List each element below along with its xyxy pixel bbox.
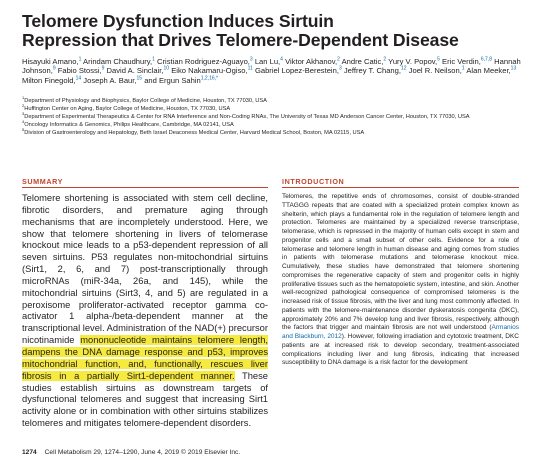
author-affiliation-marker: 1 bbox=[461, 65, 465, 72]
author-name[interactable]: Jeffrey T. Chang, bbox=[343, 66, 401, 76]
summary-text-end: These studies establish sirtuins as downstream targets of dysfunctional telomeres and suggest that increasing Sirt1 activity alone or in combination with other sirtuins stabilizes telomeres and mitigates telomere-dependent disorders. bbox=[22, 370, 268, 429]
author-name[interactable]: Cristian Rodriguez-Aguayo, bbox=[157, 57, 250, 66]
author-name[interactable]: Arindam Chaudhury, bbox=[83, 57, 153, 66]
affiliation-text: Division of Gastroenterology and Hepatology, Beth Israel Deaconess Medical Center, Harvard Medical School, Boston, MA 02115, USA bbox=[24, 130, 365, 136]
affiliation-marker: 4 bbox=[22, 119, 25, 125]
affiliation-list bbox=[22, 97, 522, 137]
introduction-text: Telomeres, the repetitive ends of chromosomes, consist of double-stranded TTAGGG repeats that are coated with a specialized protein complex known as shelterin, which plays a fundamental role in the regulation of telomere length and protection. Telomeres are maintained by a specialized reverse transcriptase, telomerase, which is repressed in the majority of human cells except in stem and progenitor cells and a small subset of other cells. Evidence for a role of telomerase and telomere length in human disease and aging comes from studies in patients with telomerase mutations and telomerase knockout mice. Cumulatively, these studies have demonstrated that telomere shortening compromises the regenerative capacity of stem and progenitor cells in highly proliferative tissues such as the hematopoietic system, intestine, and skin. Another well-recognized pathological consequence of compromised telomeres is the increased risk of tissue fibrosis, with the liver and lung most commonly affected. In patients with the telomere-maintenance disorder dyskeratosis congenita (DKC), approximately 20% and 7% develop lung and liver fibrosis, respectively, although the factors that trigger and maintain fibrosis are not well understood ( bbox=[282, 193, 520, 332]
summary-highlighted-text: mononucleotide maintains telomere length, dampens the DNA damage response and p53, improves mitochondrial function, and, functionally, rescues liver fibrosis in a partially Sirt1-dependent manner. bbox=[22, 335, 268, 381]
author-affiliation-marker: 11 bbox=[247, 65, 253, 72]
citation-link[interactable]: Armanios and Blackburn, 2012 bbox=[282, 324, 519, 340]
affiliation-text: Huffington Center on Aging, Baylor College of Medicine, Houston, TX 77030, USA bbox=[24, 106, 231, 112]
summary-rule bbox=[22, 187, 268, 188]
author-name[interactable]: Gabriel Lopez-Berestein, bbox=[254, 66, 339, 76]
affiliation-item bbox=[22, 105, 522, 113]
author-affiliation-marker: 9 bbox=[52, 65, 56, 72]
author-name[interactable]: and Ergun Sahin bbox=[144, 75, 201, 85]
author-list bbox=[22, 57, 522, 85]
author-name[interactable]: Joel R. Neilson, bbox=[408, 66, 462, 76]
author-name[interactable]: Eric Verdin, bbox=[442, 57, 481, 66]
affiliation-marker: 2 bbox=[22, 103, 25, 109]
author-name[interactable]: Hisayuki Amano, bbox=[22, 57, 79, 66]
author-name[interactable]: David A. Sinclair, bbox=[106, 66, 164, 76]
author-affiliation-marker: 5 bbox=[437, 56, 440, 63]
author-affiliation-marker: 10 bbox=[163, 65, 170, 72]
author-affiliation-marker: 1 bbox=[78, 56, 82, 63]
page-number: 1274 bbox=[22, 449, 37, 456]
introduction-heading: INTRODUCTION bbox=[282, 177, 345, 186]
affiliation-item bbox=[22, 129, 522, 137]
introduction-rule bbox=[282, 187, 519, 188]
author-affiliation-marker: 13 bbox=[510, 65, 517, 72]
affiliation-text: Department of Physiology and Biophysics, Baylor College of Medicine, Houston, TX 77030, USA bbox=[24, 98, 267, 104]
author-affiliation-marker: 1,2,16,* bbox=[200, 75, 219, 82]
affiliation-marker: 1 bbox=[22, 95, 25, 101]
author-affiliation-marker: 4 bbox=[280, 56, 283, 63]
article-title bbox=[22, 12, 522, 50]
author-affiliation-marker: 3 bbox=[338, 65, 342, 72]
author-affiliation-marker: 14 bbox=[75, 75, 82, 82]
affiliation-item bbox=[22, 113, 522, 121]
affiliation-item bbox=[22, 97, 522, 105]
author-affiliation-marker: 1 bbox=[152, 56, 155, 63]
author-affiliation-marker: 15 bbox=[136, 75, 143, 82]
author-affiliation-marker: 3 bbox=[249, 56, 253, 63]
author-name[interactable]: Joseph A. Baur, bbox=[83, 75, 137, 85]
author-name[interactable]: Yury V. Popov, bbox=[388, 57, 438, 66]
affiliation-marker: 3 bbox=[22, 111, 25, 117]
author-affiliation-marker: 2 bbox=[337, 56, 340, 63]
summary-heading: SUMMARY bbox=[22, 177, 64, 186]
author-name[interactable]: Lan Lu, bbox=[254, 57, 281, 66]
author-affiliation-marker: 2 bbox=[383, 56, 387, 63]
introduction-text-end: ). However, following irradiation and cytotoxic treatment, DKC patients are at increased risk to develop secondary, treatment-associated complications including liver and lung fibrosis, indicating that increased susceptibility to DNA damage is a risk factor for the development bbox=[282, 333, 519, 367]
title-line-2: Repression that Drives Telomere-Dependent Disease bbox=[22, 30, 459, 50]
author-name[interactable]: Alan Meeker, bbox=[466, 66, 511, 76]
author-affiliation-marker: 9 bbox=[101, 65, 105, 72]
page-footer bbox=[22, 449, 422, 456]
affiliation-text: Oncology Informatics & Genomics, Philips Healthcare, Cambridge, MA 02141, USA bbox=[24, 122, 234, 128]
summary-body bbox=[22, 193, 268, 430]
author-affiliation-marker: 12 bbox=[400, 65, 407, 72]
author-name[interactable]: Fabio Stossi, bbox=[57, 66, 102, 76]
author-name[interactable]: Andre Catic, bbox=[341, 57, 384, 66]
affiliation-item bbox=[22, 121, 522, 129]
summary-text: Telomere shortening is associated with stem cell decline, fibrotic disorders, and premature aging through mechanisms that are incompletely understood. Here, we show that telomere shortening in livers of telomerase knockout mice leads to a p53-dependent repression of all seven sirtuins. P53 regulates non-mitochondrial sirtuins (Sirt1, 2, 6, and 7) post-transcriptionally through microRNAs (miR-34a, 26a, and 145), while the mitochondrial sirtuins (Sirt3, 4, and 5) are regulated in a peroxisome proliferator-activated receptor gamma co-activator 1 alpha-/beta-dependent manner at the transcriptional level. Administration of the NAD(+) precursor nicotinamide bbox=[22, 193, 268, 346]
title-line-1: Telomere Dysfunction Induces Sirtuin bbox=[22, 11, 334, 31]
author-name[interactable]: Hannah Johnson, bbox=[22, 57, 521, 76]
author-name[interactable]: Milton Finegold, bbox=[22, 75, 76, 85]
introduction-body bbox=[282, 193, 519, 368]
affiliation-marker: 5 bbox=[22, 127, 25, 133]
author-affiliation-marker: 6,7,8 bbox=[480, 56, 493, 63]
journal-citation: Cell Metabolism 29, 1274–1290, June 4, 2019 © 2019 Elsevier Inc. bbox=[44, 449, 241, 456]
author-name[interactable]: Viktor Akhanov, bbox=[285, 57, 338, 66]
affiliation-text: Department of Experimental Therapeutics & Center for RNA Interference and Non-Coding RNAs, The University of Texas MD Anderson Cancer Center, Houston, TX 77030, USA bbox=[24, 114, 470, 120]
author-name[interactable]: Eiko Nakamaru-Ogiso, bbox=[171, 66, 248, 76]
